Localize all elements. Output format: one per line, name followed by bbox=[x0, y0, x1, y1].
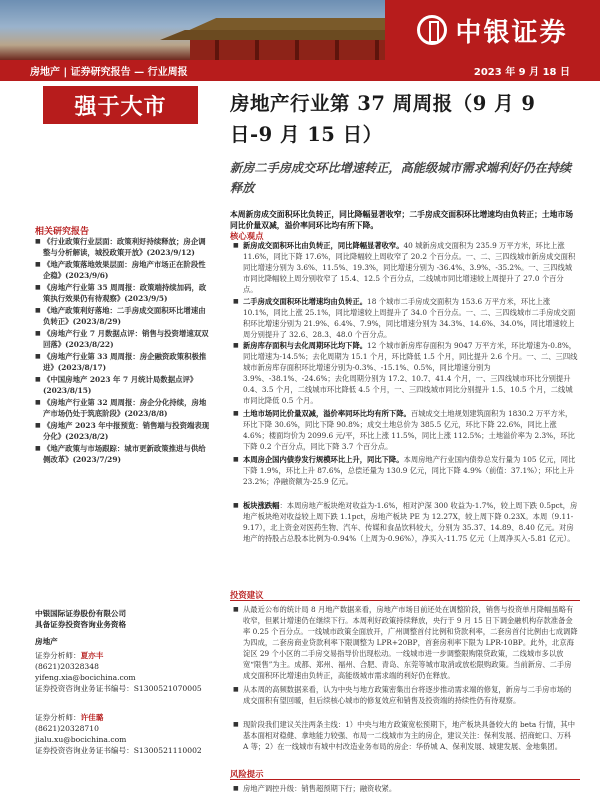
core-point-head: 本周房企国内债券发行规模环比上升，同比下降。 bbox=[243, 455, 404, 464]
report-title: 房地产行业第 37 周周报（9 月 9 日-9 月 15 日） bbox=[230, 92, 536, 146]
related-report-item[interactable]: ■ 《房地产行业第 33 周周报：房企融资政策积极推进》(2023/8/17) bbox=[35, 351, 210, 373]
core-point-body: 本周房地产板块绝对收益为-1.6%，相对沪深 300 收益为-1.7%，较上周下跌 0.5pct，房地产板块绝对收益较上周下跌 1.1pct，房地产板块 PE 为 12.27X，较上周下降 0.23X。本周（9.11-9.17），北上资金对医药生物、汽车、传媒和食品饮料较大，分别为 35.37、14.89、8.40 亿元。对房地产的持股占总股本比例为-0.94%（上周为-0.96%），净买入-11.75 亿元（上周净买入-5.81 亿元）。 bbox=[243, 501, 578, 543]
invest-point: ■ 现阶段我们建议关注两条主线：1）中央与地方政策宽松预期下，地产板块具备较大的 beta 行情，其中基本面相对稳健、拿地能力较强、布局一二线城市为主的房企，建议关注：保利发展、招商蛇口、万科 A 等；2）在一线城市有城中村改造业务布局的房企：华侨城 A、保利发展、城建发展、金地集团。 bbox=[233, 719, 578, 763]
analyst-email[interactable]: yifeng.xia@bocichina.com bbox=[35, 673, 136, 682]
related-report-item[interactable]: ■ 《房地产行业 7 月数据点评：销售与投资增速双双回落》(2023/8/22) bbox=[35, 328, 210, 350]
core-point-head: 新房成交面积环比由负转正，同比降幅显著收窄。 bbox=[243, 241, 404, 250]
section-rule bbox=[230, 779, 580, 780]
related-report-item[interactable]: ■ 《地产政策与市场跟踪：城市更新政策推进与供给侧改革》(2023/7/29) bbox=[35, 443, 210, 465]
palace-pillar bbox=[255, 40, 259, 60]
related-report-item[interactable]: ■ 《房地产行业第 32 周周报：房企分化持续，房地产市场仍处于筑底阶段》(2023/8/8) bbox=[35, 397, 210, 419]
analyst-block bbox=[35, 650, 210, 756]
analyst-role: 证券分析师： bbox=[35, 651, 81, 660]
palace-pillar bbox=[335, 40, 339, 60]
core-point-body: 百城成交土地规划建筑面积为 1830.2 万平方米，环比下降 30.6%，同比下降 90.8%；成交土地总价为 385.5 亿元，环比下降 22.6%，同比上涨 4.6%；楼面均价为 2099.6 元/平，环比上涨 11.5%，同比上涨 112.5%；土地溢价率为 2.3%，环比下降 0.2 个百分点，同比下降 3.7 个百分点。 bbox=[243, 409, 575, 451]
core-point: ■ 板块涨跌幅：本周房地产板块绝对收益为-1.6%，相对沪深 300 收益为-1.7%，较上周下跌 0.5pct，房地产板块绝对收益较上周下跌 1.1pct，房地产板块 PE 为 12.27X，较上周下降 0.23X。本周（9.11-9.17），北上资金对医药生物、汽车、传媒和食品饮料较大，分别为 35.37、14.89、8.40 亿元。对房地产的持股占总股本比例为-0.94%（上周为-0.96%），净买入-11.75 亿元（上周净买入-5.81 亿元）。 bbox=[233, 500, 578, 555]
analyst-line bbox=[35, 650, 210, 661]
brand-logo-icon bbox=[417, 15, 447, 45]
core-point bbox=[233, 340, 578, 406]
core-point-head: 新房库存面积与去化周期环比均下降。 bbox=[243, 341, 368, 350]
core-point-body: 18 个城市二手房成交面积为 153.6 万平方米，环比上涨 10.1%，同比上涨 25.1%，同比增速较上周提升了 34.0 个百分点。一、二、三四线城市二手房成交面积环比增速分别为 21.9%、6.4%、7.9%，同比增速分别为 34.3%、14.6%、34.0%，同比增速较上周分别提升了 32.6、28.3、48.0 个百分点。 bbox=[243, 297, 576, 339]
core-heading: 核心观点 bbox=[230, 231, 264, 241]
related-report-item[interactable]: ■ 《中国房地产 2023 年 7 月统计局数据点评》(2023/8/15) bbox=[35, 374, 210, 396]
analyst-name: 许佳璐 bbox=[80, 713, 104, 722]
related-report-item[interactable]: ■ 《地产政策落地效果层面：房地产市场正在阶段性企稳》(2023/9/6) bbox=[35, 259, 210, 281]
org-qualification: 具备证券投资咨询业务资格 bbox=[35, 620, 127, 629]
invest-point: ■ 从本周的高频数据来看，认为中央与地方政策密集出台将逐步推动需求端的修复，新房与二手房市场的成交面积有望回暖，但后续核心城市的修复效应和销售及投资端的持续性仍有待观察。 bbox=[233, 684, 578, 717]
core-point-body: 12 个城市新房库存面积为 9047 万平方米，环比增速为-0.8%，同比增速为-14.5%；去化周期为 15.1 个月，环比降低 1.5 个月，同比提升 2.6 个月。一、二、三四线城市新房库存面积环比增速分别为-0.3%、-15.1%、0.5%，同比增速分别为 3.9%、-38.1%、-24.6%；去化周期分别为 17.2、10.7、41.4 个月，一、三四线城市环比分别提升 0.4、3.5 个月，二线城市环比降低 4.5 个月，一、三四线城市同比分别提升 1.5、10.5 个月，二线城市同比降低 0.5 个月。 bbox=[243, 341, 578, 405]
core-point-body: 本周房地产行业国内债券总发行量为 105 亿元，同比下降 1.9%，环比上升 87.6%，总偿还量为 130.9 亿元，同比下降 4.9%（前值：37.1%）；环比上升 23.2%；净融资额为-25.9 亿元。 bbox=[243, 455, 576, 486]
core-point bbox=[233, 408, 578, 452]
header-banner bbox=[0, 0, 600, 60]
palace-pillar bbox=[215, 40, 219, 60]
analyst-name: 夏亦丰 bbox=[80, 651, 104, 660]
org-info bbox=[35, 608, 210, 647]
palace-pillar bbox=[295, 40, 299, 60]
report-subtitle: 新房二手房成交环比增速转正，高能级城市需求端利好仍在持续释放 bbox=[230, 161, 572, 195]
related-report-item[interactable]: ■ 《行业政策行业层面：政策利好持续释放；房企调整与分析解读，城投政策开放》(2023/9/12) bbox=[35, 236, 210, 258]
core-point bbox=[233, 454, 578, 498]
invest-heading: 投资建议 bbox=[230, 590, 264, 600]
org-industry: 房地产 bbox=[35, 637, 58, 646]
rating-badge: 强于大市 bbox=[43, 86, 198, 124]
risk-point: ■ 房地产调控升级：销售超预期下行；融资收紧。 bbox=[233, 783, 578, 795]
analyst-email[interactable]: jialu.xu@bocichina.com bbox=[35, 735, 127, 744]
core-point-head: 土地市场同比价量双减，溢价率同环比均有所下降。 bbox=[243, 409, 411, 418]
invest-point: ■ 从最近公布的统计局 8 月地产数据来看，房地产市场目前还处在调整阶段，销售与投资单月降幅虽略有收窄，但累计增速仍在继续下行。本周利好政策持续释放，央行于 9 月 15 日下调金融机构存款准备金率 0.25 个百分点。一线城市政策全面放开，广州调整首付比例和贷款利率，二套房首付比例由七成调降为四成，二套房商业贷款利率下限调整为 LPR+20BP，首套房利率下限为 LPR-10BP。此外，北京海淀区 29 个小区的二手房交易指导价出现松动。一线城市进一步调整限购限贷政策，二线城市多以放宽“限售”为主。成都、郑州、福州、合肥、青岛、东莞等城市取消或放松限购政策。当前新房、二手房成交面积环比增速由负转正，高能级城市需求端的利好仍在释放。 bbox=[233, 604, 578, 682]
related-report-item[interactable]: ■ 《房地产 2023 年中报预览：销售端与投资端表现分化》(2023/8/2) bbox=[35, 420, 210, 442]
section-rule bbox=[230, 600, 580, 601]
related-report-item[interactable]: ■ 《地产政策利好落地：二手房成交面积环比增速由负转正》(2023/8/29) bbox=[35, 305, 210, 327]
analyst-phone: (8621)20328348 bbox=[35, 662, 99, 671]
analyst-phone: (8621)20328710 bbox=[35, 724, 99, 733]
related-reports-list bbox=[35, 236, 210, 466]
category-bar bbox=[0, 60, 600, 81]
report-category: 房地产 | 证券研究报告 — 行业周报 bbox=[30, 67, 188, 78]
analyst-cert: 证券投资咨询业务证书编号：S1300521110002 bbox=[35, 746, 202, 755]
core-point bbox=[233, 240, 578, 294]
risk-heading: 风险提示 bbox=[230, 769, 264, 779]
analyst-cert: 证券投资咨询业务证书编号：S1300521070005 bbox=[35, 684, 202, 693]
core-point-body: 40 城新房成交面积为 235.9 万平方米，环比上涨 11.6%，同比下降 17.6%，同比降幅较上周收窄了 20.2 个百分点。一、二、三四线城市新房成交面积同比增速分别为 3.6%、11.5%、19.3%，同比增速分别为 -36.4%、3.9%、-35.2%。一、三四线城市同比降幅较上周分别收窄了 15.4、12.5 个百分点，二线城市同比增速较上周提升了 27.0 个百分点。 bbox=[243, 241, 576, 294]
palace-pillar bbox=[375, 40, 379, 60]
spacer bbox=[35, 694, 210, 712]
analyst-role: 证券分析师： bbox=[35, 713, 81, 722]
core-point bbox=[233, 296, 578, 340]
related-reports-heading: 相关研究报告 bbox=[35, 227, 90, 237]
report-date: 2023 年 9 月 18 日 bbox=[473, 67, 570, 78]
brand-box bbox=[385, 0, 600, 60]
core-point-head: 二手房成交面积环比增速均由负转正。 bbox=[243, 297, 368, 306]
core-point-head: 板块涨跌幅 bbox=[243, 501, 280, 510]
brand-name: 中银证券 bbox=[455, 17, 568, 48]
related-report-item[interactable]: ■ 《房地产行业第 35 周周报：政策端持续加码，政策执行效果仍有待观察》(2023/9/5) bbox=[35, 282, 210, 304]
org-name: 中银国际证券股份有限公司 bbox=[35, 609, 127, 618]
report-lead: 本周新房成交面积环比负转正，同比降幅显著收窄；二手房成交面积环比增速均由负转正；土地市场同比价量双减，溢价率同环比均有所下降。 bbox=[230, 210, 574, 230]
analyst-line bbox=[35, 712, 210, 723]
